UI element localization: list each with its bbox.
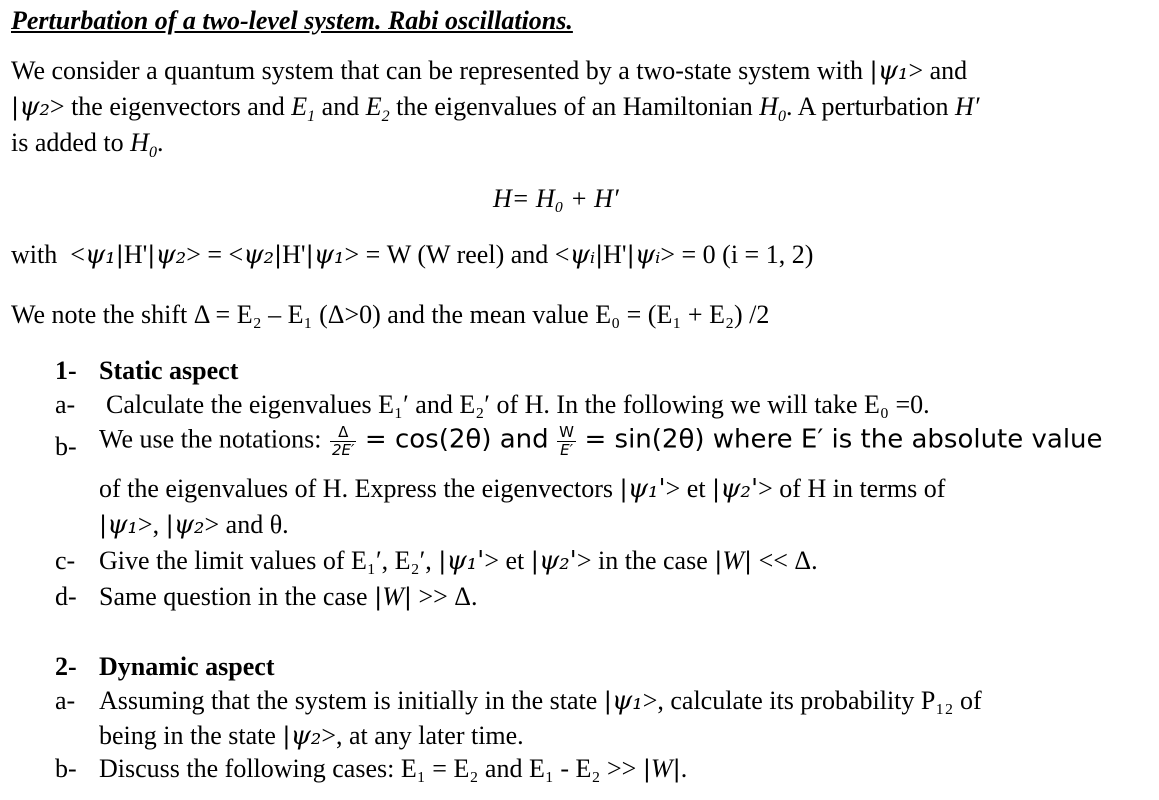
intro-text: the eigenvectors and — [71, 92, 285, 121]
intro-text: is added to — [11, 128, 124, 157]
E2-symbol: $E_2$ — [365, 92, 390, 126]
d-text: Same question in the case — [99, 582, 368, 611]
c-text: in the case — [598, 546, 708, 575]
a-text: , calculate its probability P₁₂ of — [657, 686, 982, 715]
b-text: of the eigenvalues of H. Express the eigenvectors — [99, 474, 614, 503]
page-title: Perturbation of a two-level system. Rabi oscillations. — [11, 6, 573, 35]
H0-symbol: $H_0$ — [759, 92, 787, 126]
E1-symbol: $E_1$ — [291, 92, 316, 126]
intro-text: We consider a quantum system that can be represented by a two-state system with — [11, 56, 864, 85]
b-text: Discuss the following cases: E₁ = E₂ and E₁ - E₂ >> — [99, 754, 637, 783]
W-symbol: W — [382, 582, 404, 611]
psi2-symbol: ψ₂ — [173, 510, 205, 540]
bra-bar: | — [595, 241, 604, 269]
a-text: Assuming that the system is initially in the state — [99, 686, 598, 715]
intro-line-1: We consider a quantum system that can be represented by a two-state system with |ψ₁> and — [11, 56, 968, 86]
a-text: being in the state — [99, 721, 276, 750]
ket-bar: | — [147, 241, 156, 269]
part1-number: 1- — [55, 356, 77, 385]
a-text: , at any later time. — [335, 721, 524, 750]
shift-line: We note the shift Δ = E₂ – E₁ (Δ>0) and the mean value E₀ = (E₁ + E₂) /2 — [11, 300, 770, 329]
abs-bar: | — [672, 755, 681, 783]
d-text: >> Δ. — [418, 582, 478, 611]
fraction-W-E — [557, 424, 576, 459]
part2-number: 2- — [55, 652, 77, 681]
part2-heading: Dynamic aspect — [99, 652, 275, 681]
psi1-symbol: ψ₁ — [313, 240, 345, 270]
ket-bar: | — [282, 722, 291, 750]
psi1-symbol: ψ₁ — [611, 686, 643, 716]
matrix-elements-line: with <ψ₁|H'|ψ₂> = <ψ₂|H'|ψ₁> = W (W reel) and <ψᵢ|H'|ψᵢ> = 0 (i = 1, 2) — [11, 240, 814, 270]
psi2-symbol: ψ₂ — [290, 721, 322, 751]
abs-bar: | — [403, 583, 412, 611]
c-text: << Δ. — [758, 546, 818, 575]
psi2p-symbol: ψ₂' — [720, 474, 759, 504]
psii-symbol: ψᵢ — [634, 240, 661, 270]
fraction-numerator: W — [559, 423, 574, 441]
fraction-denominator: E′ — [560, 441, 573, 459]
ket-bar: | — [99, 511, 108, 539]
part2-b-text — [99, 754, 687, 784]
b-text: of H in terms of — [779, 474, 946, 503]
bra-bar: | — [274, 241, 283, 269]
ket-bar: | — [603, 687, 612, 715]
intro-text: . — [156, 128, 164, 157]
part2-a-line-2: being in the state |ψ₂>, at any later time. — [99, 721, 524, 751]
ket-bar: | — [11, 93, 20, 121]
bra-bar: | — [115, 241, 124, 269]
ket-bar: | — [626, 241, 635, 269]
intro-text: the eigenvalues of an Hamiltonian — [396, 92, 753, 121]
ket-bar: | — [530, 547, 539, 575]
psii-symbol: ψᵢ — [569, 240, 596, 270]
intro-line-3 — [11, 128, 163, 162]
fraction-numerator: Δ — [330, 424, 356, 442]
with-middle-text: = W (W reel) and — [365, 240, 549, 269]
b-text: , — [152, 510, 160, 539]
psi2-symbol: ψ₂ — [243, 240, 274, 270]
psi2-symbol: ψ₂ — [155, 240, 187, 270]
part1-c-text: Give the limit values of E₁′, E₂′, |ψ₁'> et |ψ₂'> in the case |W| << Δ. — [99, 546, 818, 576]
psi1-symbol: ψ₁ — [877, 56, 909, 86]
with-label: with — [11, 240, 58, 269]
c-text: Give the limit values of E₁′, E₂′, — [99, 546, 432, 575]
part1-d-label: d- — [55, 582, 77, 611]
part1-b-line-1 — [99, 424, 1103, 459]
psi1p-symbol: ψ₁' — [627, 474, 666, 504]
with-suffix-text: = 0 (i = 1, 2) — [681, 240, 814, 269]
H0-symbol: $H_0$ — [130, 128, 157, 162]
part1-b-line-2: of the eigenvalues of H. Express the eigenvectors |ψ₁'> et |ψ₂'> of H in terms of — [99, 474, 946, 504]
notation-text: We use the notations: — [99, 424, 322, 454]
Hp-symbol: H′ — [955, 92, 980, 121]
ket-bar: | — [619, 475, 628, 503]
ket-bar: | — [869, 57, 878, 85]
intro-text: . A perturbation — [786, 92, 949, 121]
fraction-delta-2E — [330, 424, 356, 459]
part1-a-label: a- — [55, 390, 76, 419]
psi1-symbol: ψ₁ — [84, 240, 116, 270]
W-symbol: W — [650, 754, 673, 783]
c-text: et — [505, 546, 525, 575]
part2-a-line-1: Assuming that the system is initially in the state |ψ₁>, calculate its probability P₁₂ of — [99, 686, 982, 716]
psi2-symbol: ψ₂ — [19, 92, 50, 122]
cos-equation: = cos(2θ) and — [364, 424, 549, 455]
part1-c-label: c- — [55, 546, 76, 575]
fraction-denominator: 2E′ — [331, 441, 355, 459]
b-text: and θ. — [225, 510, 289, 539]
b-text: . — [680, 754, 688, 783]
part1-b-line-3: |ψ₁>, |ψ₂> and θ. — [99, 510, 289, 540]
part1-d-text — [99, 582, 478, 612]
ket-bar: | — [438, 547, 447, 575]
ket-bar: | — [165, 511, 174, 539]
intro-line-2: |ψ₂> the eigenvectors and $E_1$ and $E_2$ the eigenvalues of an Hamiltonian $H_0$. A perturbation H′ — [11, 92, 980, 126]
abs-bar: | — [744, 547, 753, 575]
part2-b-label: b- — [55, 754, 77, 783]
part2-a-label: a- — [55, 686, 76, 715]
intro-text: and — [321, 92, 360, 121]
ket-bar: | — [305, 241, 314, 269]
W-symbol: W — [722, 546, 745, 575]
sin-equation: = sin(2θ) where E′ is the absolute value — [584, 424, 1103, 455]
b-text: et — [686, 474, 706, 503]
psi2p-symbol: ψ₂' — [538, 546, 577, 576]
psi1p-symbol: ψ₁' — [446, 546, 485, 576]
part1-a-text: Calculate the eigenvalues E₁′ and E₂′ of H. In the following we will take E₀ =0. — [106, 390, 930, 419]
abs-bar: | — [714, 547, 723, 575]
part1-b-label: b- — [55, 432, 77, 461]
part1-heading: Static aspect — [99, 356, 239, 385]
ket-bar: | — [712, 475, 721, 503]
intro-text: and — [929, 56, 968, 85]
hamiltonian-equation: H= H₀ + H′ — [493, 184, 619, 213]
psi1-symbol: ψ₁ — [107, 510, 138, 540]
abs-bar: | — [642, 755, 651, 783]
abs-bar: | — [374, 583, 383, 611]
